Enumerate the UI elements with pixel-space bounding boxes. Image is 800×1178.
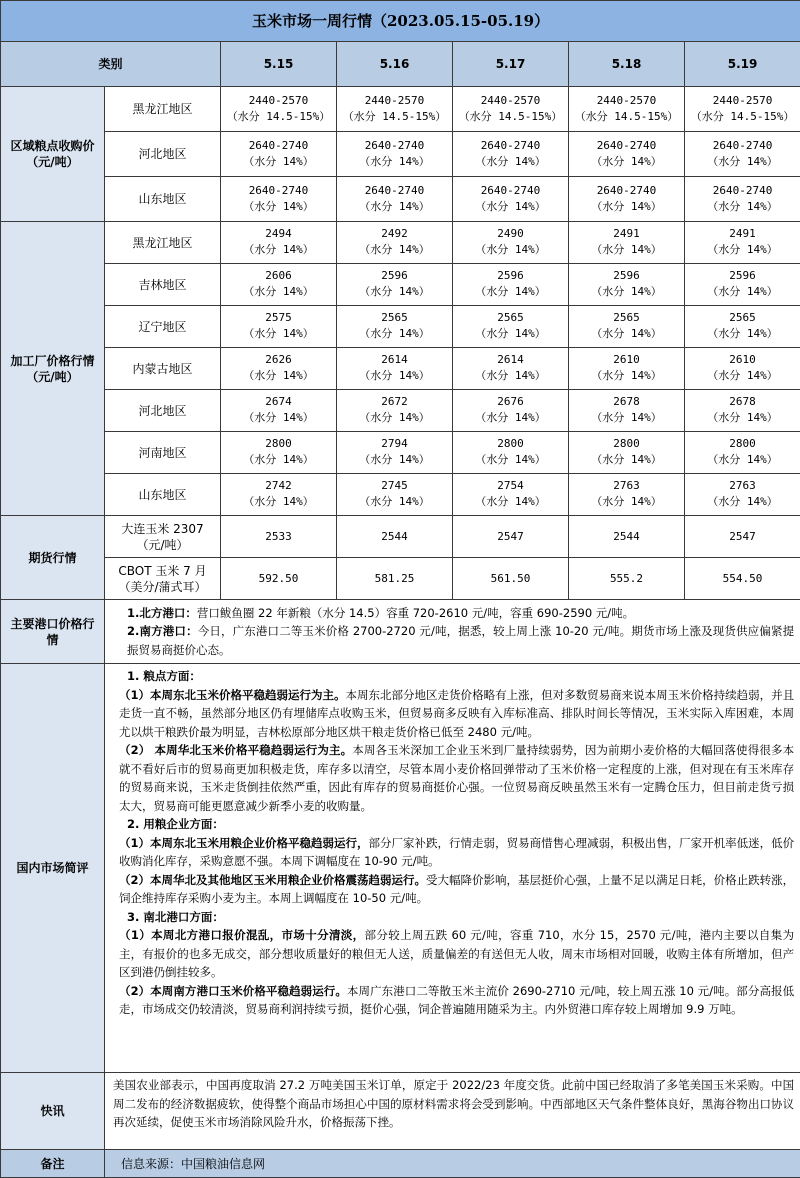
price-cell: 2640-2740 （水分 14%） [685, 132, 800, 177]
table-row [1, 474, 800, 516]
regional-label: 区域粮点收购价（元/吨） [1, 87, 105, 222]
remark-text: 信息来源：中国粮油信息网 [105, 1150, 800, 1178]
futures-value: 2547 [685, 516, 800, 558]
region-name: 山东地区 [105, 474, 221, 516]
price-cell: 2596 （水分 14%） [337, 264, 453, 306]
futures-label: 期货行情 [1, 516, 105, 600]
date-header: 5.17 [453, 42, 569, 87]
page-title: 玉米市场一周行情（2023.05.15-05.19） [1, 1, 800, 42]
price-cell: 2596 （水分 14%） [453, 264, 569, 306]
price-cell: 2640-2740 （水分 14%） [453, 177, 569, 222]
price-cell: 2800 （水分 14%） [685, 432, 800, 474]
price-cell: 2440-2570 （水分 14.5-15%） [453, 87, 569, 132]
price-cell: 2742 （水分 14%） [221, 474, 337, 516]
price-cell: 2565 （水分 14%） [453, 306, 569, 348]
factory-label: 加工厂价格行情（元/吨） [1, 222, 105, 516]
price-cell: 2565 （水分 14%） [337, 306, 453, 348]
price-cell: 2674 （水分 14%） [221, 390, 337, 432]
table-row [1, 558, 800, 600]
ports-label: 主要港口价格行情 [1, 600, 105, 664]
date-header: 5.15 [221, 42, 337, 87]
table-row [1, 664, 800, 1073]
region-name: 吉林地区 [105, 264, 221, 306]
date-header: 5.19 [685, 42, 800, 87]
price-cell: 2492 （水分 14%） [337, 222, 453, 264]
price-cell: 2763 （水分 14%） [685, 474, 800, 516]
region-name: 内蒙古地区 [105, 348, 221, 390]
price-cell: 2640-2740 （水分 14%） [221, 132, 337, 177]
futures-value: 554.50 [685, 558, 800, 600]
futures-name: CBOT 玉米 7 月 （美分/蒲式耳） [105, 558, 221, 600]
futures-value: 592.50 [221, 558, 337, 600]
price-cell: 2610 （水分 14%） [685, 348, 800, 390]
futures-value: 555.2 [569, 558, 685, 600]
price-cell: 2565 （水分 14%） [685, 306, 800, 348]
price-cell: 2800 （水分 14%） [569, 432, 685, 474]
futures-value: 2544 [337, 516, 453, 558]
price-cell: 2596 （水分 14%） [569, 264, 685, 306]
region-name: 山东地区 [105, 177, 221, 222]
price-cell: 2490 （水分 14%） [453, 222, 569, 264]
price-cell: 2640-2740 （水分 14%） [337, 177, 453, 222]
table-row [1, 132, 800, 177]
price-cell: 2640-2740 （水分 14%） [569, 132, 685, 177]
header-row [1, 42, 800, 87]
price-cell: 2440-2570 （水分 14.5-15%） [685, 87, 800, 132]
table-row [1, 1073, 800, 1150]
table-row [1, 222, 800, 264]
price-cell: 2763 （水分 14%） [569, 474, 685, 516]
price-cell: 2745 （水分 14%） [337, 474, 453, 516]
commentary-label: 国内市场简评 [1, 664, 105, 1073]
category-header: 类别 [1, 42, 221, 87]
price-cell: 2800 （水分 14%） [221, 432, 337, 474]
price-cell: 2672 （水分 14%） [337, 390, 453, 432]
table-row [1, 264, 800, 306]
futures-value: 2544 [569, 516, 685, 558]
ports-text: 1.北方港口：营口鲅鱼圈 22 年新粮（水分 14.5）容重 720-2610 元/吨，容重 690-2590 元/吨。 2.南方港口：今日，广东港口二等玉米价格 2700-2720 元/吨，据悉，较上周上涨 10-20 元/吨。期货市场上涨及现货供应偏紧提振贸易商挺价心态。 [105, 600, 800, 664]
price-cell: 2491 （水分 14%） [569, 222, 685, 264]
date-header: 5.18 [569, 42, 685, 87]
table-row [1, 306, 800, 348]
price-cell: 2794 （水分 14%） [337, 432, 453, 474]
region-name: 辽宁地区 [105, 306, 221, 348]
price-cell: 2565 （水分 14%） [569, 306, 685, 348]
table-row [1, 348, 800, 390]
table-row [1, 390, 800, 432]
price-cell: 2676 （水分 14%） [453, 390, 569, 432]
price-cell: 2440-2570 （水分 14.5-15%） [221, 87, 337, 132]
price-cell: 2678 （水分 14%） [569, 390, 685, 432]
price-cell: 2678 （水分 14%） [685, 390, 800, 432]
price-cell: 2640-2740 （水分 14%） [221, 177, 337, 222]
price-cell: 2626 （水分 14%） [221, 348, 337, 390]
futures-value: 2533 [221, 516, 337, 558]
table-row [1, 177, 800, 222]
region-name: 河北地区 [105, 390, 221, 432]
date-header: 5.16 [337, 42, 453, 87]
table-row [1, 1150, 800, 1178]
commentary-text: 1. 粮点方面： （1）本周东北玉米价格平稳趋弱运行为主。本周东北部分地区走货价格略有上涨，但对多数贸易商来说本周玉米价格持续趋弱，并且走货一直不畅，虽然部分地区仍有埋储库点收购玉米，但贸易商多反映有入库标准高、排队时间长等情况，玉米实际入库困难，本周尤以烘干粮跌价最为明显，吉林松原部分地区烘干粮走货价格已低至 2480 元/吨。 （2） 本周华北玉米价格平稳趋弱运行为主。本周各玉米深加工企业玉米到厂量持续弱势，因为前期小麦价格的大幅回落使得很多本就不看好后市的贸易商更加积极走货，库存多以清空，尽管本周小麦价格回弹带动了玉米价格一定程度的上涨，但对现在有玉米库存的贸易商来说，玉米走货倒挂依然严重，因此有库存的贸易商挺价心强。一位贸易商反映虽然玉米有一定腾仓压力，但目前走货亏损太大，贸易商可能更愿意减少新季小麦的收购量。 2. 用粮企业方面： （1）本周东北玉米用粮企业价格平稳趋弱运行，部分厂家补跌，行情走弱，贸易商惜售心理减弱，积极出售，厂家开机率低迷，低价收购消化库存，采购意愿不强。本周下调幅度在 10-90 元/吨。 （2）本周华北及其他地区玉米用粮企业价格震荡趋弱运行。受大幅降价影响，基层挺价心强，上量不足以满足日耗，价格止跌转涨，饲企维持库存采购小麦为主。本周上调幅度在 10-50 元/吨。 3. 南北港口方面： （1）本周北方港口报价混乱，市场十分清淡，部分较上周五跌 60 元/吨，容重 710，水分 15，2570 元/吨，港内主要以自集为主，有报价的也多无成交，部分想收质量好的粮但无人送，质量偏差的有送但无人收，周末市场相对回暖，收购主体有所增加，但产区到港仍倒挂较多。 （2）本周南方港口玉米价格平稳趋弱运行。本周广东港口二等散玉米主流价 2690-2710 元/吨，较上周五涨 10 元/吨。部分高报低走，市场成交仍较清淡，贸易商利润持续亏损，挺价心强，饲企普遍随用随采为主。内外贸港口库存较上周增加 9.9 万吨。 [105, 664, 800, 1073]
table-row [1, 516, 800, 558]
price-cell: 2800 （水分 14%） [453, 432, 569, 474]
price-cell: 2640-2740 （水分 14%） [569, 177, 685, 222]
price-cell: 2491 （水分 14%） [685, 222, 800, 264]
futures-value: 2547 [453, 516, 569, 558]
table-row [1, 432, 800, 474]
region-name: 河北地区 [105, 132, 221, 177]
table-row [1, 600, 800, 664]
region-name: 黑龙江地区 [105, 222, 221, 264]
news-label: 快讯 [1, 1073, 105, 1150]
futures-name: 大连玉米 2307 （元/吨） [105, 516, 221, 558]
price-cell: 2575 （水分 14%） [221, 306, 337, 348]
region-name: 黑龙江地区 [105, 87, 221, 132]
price-cell: 2440-2570 （水分 14.5-15%） [569, 87, 685, 132]
price-cell: 2640-2740 （水分 14%） [453, 132, 569, 177]
price-cell: 2614 （水分 14%） [337, 348, 453, 390]
price-cell: 2494 （水分 14%） [221, 222, 337, 264]
price-cell: 2640-2740 （水分 14%） [685, 177, 800, 222]
price-cell: 2754 （水分 14%） [453, 474, 569, 516]
price-cell: 2614 （水分 14%） [453, 348, 569, 390]
price-cell: 2440-2570 （水分 14.5-15%） [337, 87, 453, 132]
table-row [1, 87, 800, 132]
region-name: 河南地区 [105, 432, 221, 474]
price-cell: 2610 （水分 14%） [569, 348, 685, 390]
futures-value: 561.50 [453, 558, 569, 600]
remark-label: 备注 [1, 1150, 105, 1178]
news-text: 美国农业部表示，中国再度取消 27.2 万吨美国玉米订单，原定于 2022/23 年度交货。此前中国已经取消了多笔美国玉米采购。中国周二发布的经济数据疲软，使得整个商品市场担心中国的原材料需求将会受到影响。中西部地区天气条件整体良好，黑海谷物出口协议再次延续，促使玉米市场消除风险升水，价格振荡下挫。 [105, 1073, 800, 1150]
futures-value: 581.25 [337, 558, 453, 600]
price-cell: 2596 （水分 14%） [685, 264, 800, 306]
price-cell: 2606 （水分 14%） [221, 264, 337, 306]
price-cell: 2640-2740 （水分 14%） [337, 132, 453, 177]
